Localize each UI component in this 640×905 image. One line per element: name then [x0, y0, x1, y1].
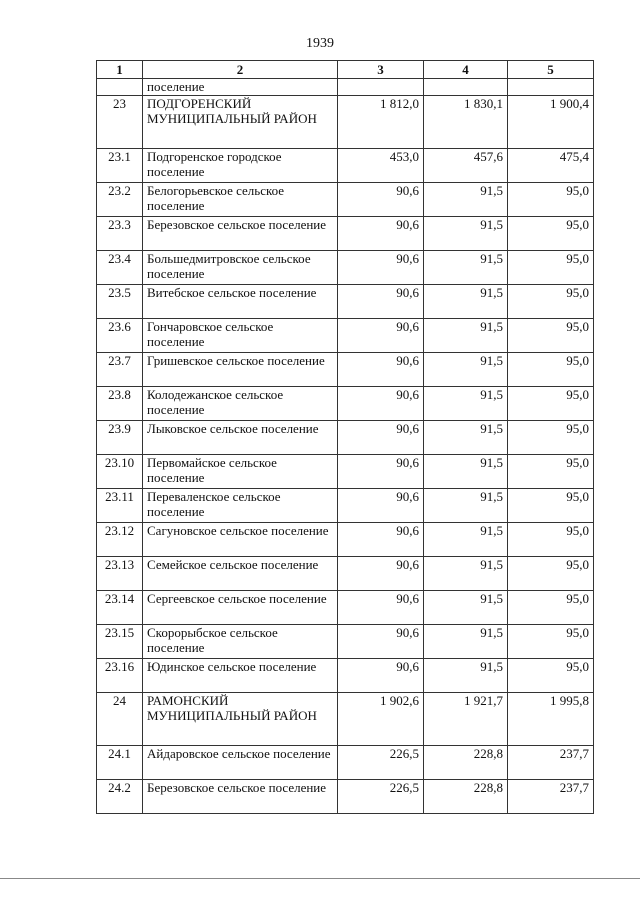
value-col-3: 90,6 [338, 625, 424, 659]
row-name: Колодежанское сельское поселение [143, 387, 338, 421]
value-col-3: 90,6 [338, 659, 424, 693]
table-row [97, 746, 594, 780]
table-row [97, 217, 594, 251]
value-col-3: 90,6 [338, 319, 424, 353]
row-name: Юдинское сельское поселение [143, 659, 338, 693]
value-col-4: 91,5 [424, 455, 508, 489]
row-number: 23.12 [97, 523, 143, 557]
row-name: Лыковское сельское поселение [143, 421, 338, 455]
value-col-3: 1 812,0 [338, 96, 424, 149]
value-col-4: 91,5 [424, 285, 508, 319]
value-col-4: 91,5 [424, 591, 508, 625]
value-col-3: 90,6 [338, 217, 424, 251]
value-col-3: 90,6 [338, 489, 424, 523]
row-number: 23.4 [97, 251, 143, 285]
value-col-4: 91,5 [424, 421, 508, 455]
value-col-4: 91,5 [424, 353, 508, 387]
row-name: Сагуновское сельское поселение [143, 523, 338, 557]
row-number: 23.5 [97, 285, 143, 319]
value-col-4: 91,5 [424, 659, 508, 693]
row-name: ПОДГОРЕНСКИЙ МУНИЦИПАЛЬНЫЙ РАЙОН [143, 96, 338, 149]
row-name: Переваленское сельское поселение [143, 489, 338, 523]
continuation-row [97, 79, 594, 96]
value-cell [508, 79, 594, 96]
row-name: Белогорьевское сельское поселение [143, 183, 338, 217]
table-row [97, 780, 594, 814]
value-col-5: 95,0 [508, 557, 594, 591]
row-number: 23.2 [97, 183, 143, 217]
value-col-4: 228,8 [424, 780, 508, 814]
row-number [97, 79, 143, 96]
value-col-5: 95,0 [508, 251, 594, 285]
value-col-3: 226,5 [338, 780, 424, 814]
value-col-3: 90,6 [338, 591, 424, 625]
value-col-3: 90,6 [338, 183, 424, 217]
value-col-4: 457,6 [424, 149, 508, 183]
value-col-4: 1 921,7 [424, 693, 508, 746]
value-col-5: 95,0 [508, 353, 594, 387]
value-col-5: 95,0 [508, 319, 594, 353]
value-col-5: 95,0 [508, 455, 594, 489]
table-row [97, 659, 594, 693]
value-col-4: 91,5 [424, 387, 508, 421]
value-col-5: 1 995,8 [508, 693, 594, 746]
value-col-3: 1 902,6 [338, 693, 424, 746]
row-name: Подгоренское городское поселение [143, 149, 338, 183]
row-number: 23.11 [97, 489, 143, 523]
value-col-5: 237,7 [508, 780, 594, 814]
row-number: 23.3 [97, 217, 143, 251]
row-name: Березовское сельское поселение [143, 780, 338, 814]
value-col-4: 91,5 [424, 251, 508, 285]
table-row [97, 285, 594, 319]
value-col-3: 90,6 [338, 523, 424, 557]
page-bottom-rule [0, 878, 640, 879]
value-col-3: 90,6 [338, 251, 424, 285]
value-col-4: 1 830,1 [424, 96, 508, 149]
value-col-3: 453,0 [338, 149, 424, 183]
row-number: 23.10 [97, 455, 143, 489]
row-name: Скорорыбское сельское поселение [143, 625, 338, 659]
row-number: 23.16 [97, 659, 143, 693]
row-number: 23.1 [97, 149, 143, 183]
table-header-row [97, 61, 594, 79]
column-header: 2 [143, 61, 338, 79]
value-col-5: 95,0 [508, 183, 594, 217]
value-col-5: 95,0 [508, 285, 594, 319]
budget-table [96, 60, 594, 814]
row-number: 24 [97, 693, 143, 746]
value-col-4: 228,8 [424, 746, 508, 780]
value-col-3: 90,6 [338, 455, 424, 489]
value-col-4: 91,5 [424, 183, 508, 217]
row-number: 24.1 [97, 746, 143, 780]
value-col-4: 91,5 [424, 625, 508, 659]
value-col-3: 226,5 [338, 746, 424, 780]
table-row [97, 557, 594, 591]
row-number: 23 [97, 96, 143, 149]
value-col-5: 95,0 [508, 421, 594, 455]
value-col-5: 475,4 [508, 149, 594, 183]
row-name: Семейское сельское поселение [143, 557, 338, 591]
value-col-3: 90,6 [338, 387, 424, 421]
value-col-3: 90,6 [338, 557, 424, 591]
row-name: Айдаровское сельское поселение [143, 746, 338, 780]
column-header: 3 [338, 61, 424, 79]
row-number: 23.9 [97, 421, 143, 455]
table-row [97, 319, 594, 353]
row-name: РАМОНСКИЙ МУНИЦИПАЛЬНЫЙ РАЙОН [143, 693, 338, 746]
table-body [97, 79, 594, 814]
row-number: 23.13 [97, 557, 143, 591]
row-name: Первомайское сельское поселение [143, 455, 338, 489]
value-col-3: 90,6 [338, 285, 424, 319]
value-col-5: 95,0 [508, 489, 594, 523]
value-col-5: 95,0 [508, 659, 594, 693]
table-row [97, 489, 594, 523]
table-row [97, 625, 594, 659]
row-name: Большедмитровское сельское поселение [143, 251, 338, 285]
row-name: Березовское сельское поселение [143, 217, 338, 251]
column-header: 1 [97, 61, 143, 79]
value-col-5: 237,7 [508, 746, 594, 780]
table-row [97, 251, 594, 285]
table-row [97, 183, 594, 217]
value-col-4: 91,5 [424, 217, 508, 251]
value-col-5: 95,0 [508, 217, 594, 251]
value-col-4: 91,5 [424, 523, 508, 557]
value-col-5: 95,0 [508, 625, 594, 659]
column-header: 4 [424, 61, 508, 79]
value-col-5: 95,0 [508, 591, 594, 625]
row-number: 23.7 [97, 353, 143, 387]
value-col-4: 91,5 [424, 319, 508, 353]
row-number: 23.6 [97, 319, 143, 353]
table-row [97, 421, 594, 455]
table-row [97, 96, 594, 149]
table-row [97, 523, 594, 557]
row-number: 24.2 [97, 780, 143, 814]
row-name: Гришевское сельское поселение [143, 353, 338, 387]
row-number: 23.15 [97, 625, 143, 659]
table-row [97, 149, 594, 183]
row-number: 23.8 [97, 387, 143, 421]
row-name: Гончаровское сельское поселение [143, 319, 338, 353]
value-col-5: 1 900,4 [508, 96, 594, 149]
value-col-3: 90,6 [338, 421, 424, 455]
row-name: поселение [143, 79, 338, 96]
value-col-3: 90,6 [338, 353, 424, 387]
row-name: Витебское сельское поселение [143, 285, 338, 319]
value-cell [424, 79, 508, 96]
page-number: 1939 [306, 36, 334, 51]
row-name: Сергеевское сельское поселение [143, 591, 338, 625]
column-header: 5 [508, 61, 594, 79]
value-col-5: 95,0 [508, 387, 594, 421]
table-row [97, 387, 594, 421]
value-col-5: 95,0 [508, 523, 594, 557]
value-cell [338, 79, 424, 96]
value-col-4: 91,5 [424, 557, 508, 591]
value-col-4: 91,5 [424, 489, 508, 523]
table-row [97, 591, 594, 625]
table-row [97, 693, 594, 746]
row-number: 23.14 [97, 591, 143, 625]
table-row [97, 455, 594, 489]
table-row [97, 353, 594, 387]
